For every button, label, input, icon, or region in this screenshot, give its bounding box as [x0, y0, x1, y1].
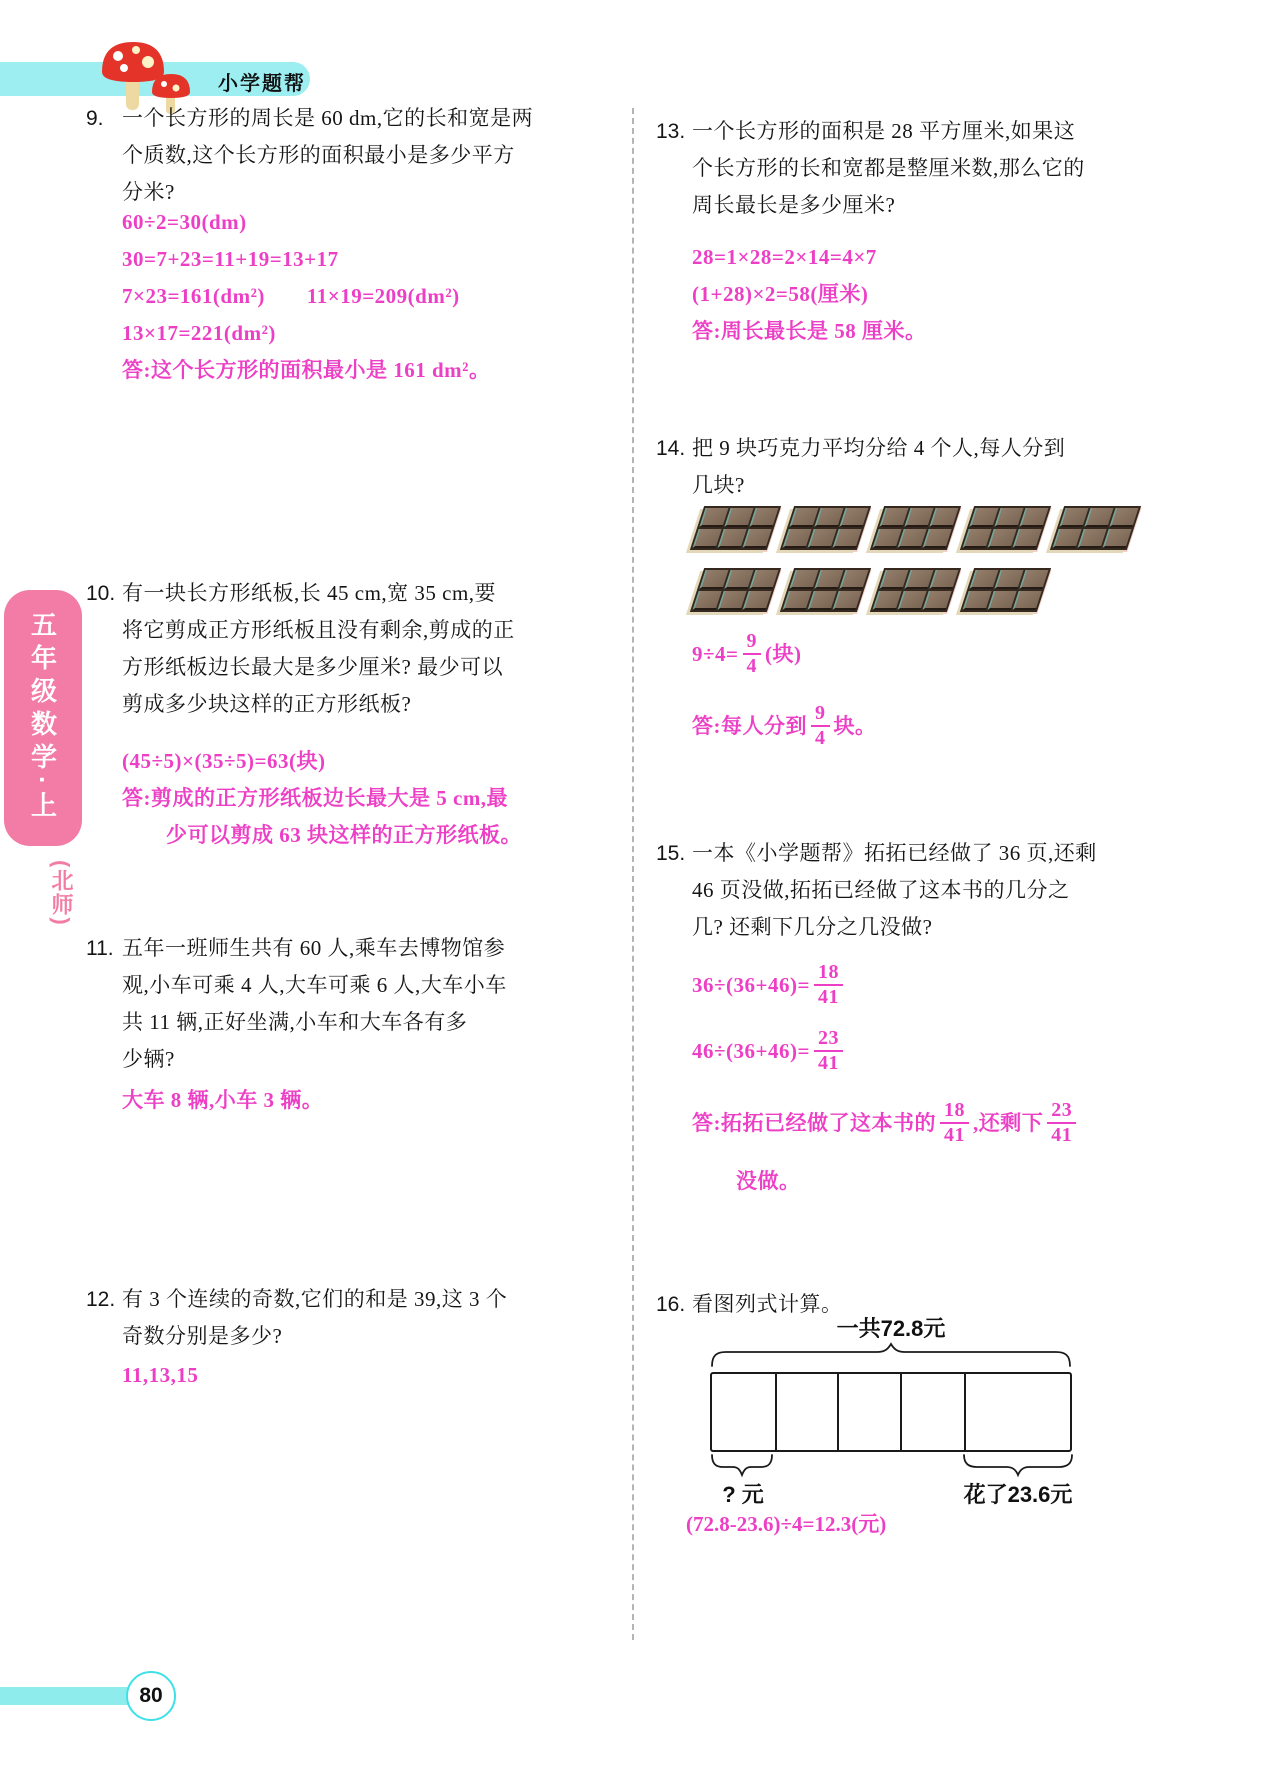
- problem-12-number: 12.: [86, 1288, 116, 1311]
- problem-9-text: 个质数,这个长方形的面积最小是多少平方: [122, 143, 515, 167]
- problem-16-number: 16.: [656, 1293, 686, 1316]
- problem-9-answer: 60÷2=30(dm): [122, 210, 247, 234]
- tape-question-brace: [710, 1454, 774, 1478]
- chocolate-bar: [690, 568, 781, 612]
- problem-9-text: 分米?: [122, 180, 175, 204]
- problem-15-answer: 46÷(36+46)= $\frac{23}{41}$: [692, 1023, 847, 1079]
- problem-14-answer: 9÷4= $\frac{9}{4}$ (块): [692, 630, 802, 677]
- sidebar-grade-tab: [4, 590, 82, 846]
- fraction: $\frac{23}{41}$: [1047, 1099, 1076, 1147]
- problem-10-number: 10.: [86, 582, 116, 605]
- problem-12-text: 有 3 个连续的奇数,它们的和是 39,这 3 个: [122, 1287, 508, 1311]
- problem-14-text: 几块?: [692, 473, 745, 497]
- problem-13-number: 13.: [656, 120, 686, 143]
- fraction: $\frac{9}{4}$: [811, 702, 830, 750]
- chocolate-bar: [960, 506, 1051, 550]
- problem-9-answer: 7×23=161(dm²) 11×19=209(dm²): [122, 284, 460, 308]
- problem-11-number: 11.: [86, 937, 114, 960]
- tape-divider: [837, 1374, 839, 1450]
- tape-diagram: [710, 1372, 1072, 1452]
- problem-12-text: 奇数分别是多少?: [122, 1324, 283, 1348]
- chocolate-row-2: [697, 568, 1044, 612]
- problem-13-answer: (1+28)×2=58(厘米): [692, 282, 869, 306]
- tape-spent-brace: [962, 1454, 1074, 1478]
- problem-15-reply: 没做。: [736, 1169, 801, 1193]
- problem-11-text: 五年一班师生共有 60 人,乘车去博物馆参: [122, 936, 506, 960]
- problem-13-text: 周长最长是多少厘米?: [692, 193, 896, 217]
- problem-15-text: 几? 还剩下几分之几没做?: [692, 915, 933, 939]
- fraction: $\frac{9}{4}$: [743, 630, 762, 678]
- problem-15-answer: 36÷(36+46)= $\frac{18}{41}$: [692, 957, 847, 1013]
- problem-10-text: 有一块长方形纸板,长 45 cm,宽 35 cm,要: [122, 581, 497, 605]
- tape-spent-label: 花了23.6元: [963, 1482, 1073, 1507]
- problem-11-reply: 大车 8 辆,小车 3 辆。: [122, 1088, 324, 1112]
- problem-11-text: 观,小车可乘 4 人,大车可乘 6 人,大车小车: [122, 973, 507, 997]
- problem-10-text: 方形纸板边长最大是多少厘米? 最少可以: [122, 655, 504, 679]
- problem-11-text: 少辆?: [122, 1047, 175, 1071]
- chocolate-bar: [870, 506, 961, 550]
- chocolate-row-1: [697, 506, 1134, 550]
- problem-9-text: 一个长方形的周长是 60 dm,它的长和宽是两: [122, 106, 534, 130]
- sidebar-grade-label: 五年级数学·上: [27, 611, 58, 825]
- page-number-badge: [126, 1671, 176, 1721]
- tape-divider: [900, 1374, 902, 1450]
- tape-divider: [775, 1374, 777, 1450]
- problem-9-answer: 13×17=221(dm²): [122, 321, 276, 345]
- problem-10-reply: 少可以剪成 63 块这样的正方形纸板。: [166, 823, 522, 847]
- problem-13-text: 一个长方形的面积是 28 平方厘米,如果这: [692, 119, 1076, 143]
- chocolate-bar: [960, 568, 1051, 612]
- chocolate-bar: [780, 506, 871, 550]
- chocolate-bar: [690, 506, 781, 550]
- problem-9-answer: 30=7+23=11+19=13+17: [122, 247, 339, 271]
- problem-15-text: 46 页没做,拓拓已经做了这本书的几分之: [692, 878, 1070, 902]
- problem-12-reply: 11,13,15: [122, 1363, 199, 1387]
- problem-16-answer: (72.8-23.6)÷4=12.3(元): [686, 1512, 887, 1536]
- problem-13-reply: 答:周长最长是 58 厘米。: [692, 319, 927, 343]
- footer-bar: [0, 1687, 128, 1705]
- problem-10-reply: 答:剪成的正方形纸板边长最大是 5 cm,最: [122, 786, 509, 810]
- fraction: $\frac{23}{41}$: [814, 1027, 843, 1075]
- chocolate-bar: [780, 568, 871, 612]
- problem-10-text: 将它剪成正方形纸板且没有剩余,剪成的正: [122, 618, 515, 642]
- problem-13-text: 个长方形的长和宽都是整厘米数,那么它的: [692, 156, 1085, 180]
- problem-15-reply: 答:拓拓已经做了这本书的 $\frac{18}{41}$ ,还剩下 $\frac{23}{41}$: [692, 1093, 1080, 1153]
- page-number: 80: [139, 1684, 163, 1707]
- problem-14-text: 把 9 块巧克力平均分给 4 个人,每人分到: [692, 436, 1066, 460]
- tape-question-label: ? 元: [722, 1482, 764, 1507]
- problem-9-number: 9.: [86, 107, 104, 130]
- problem-14-number: 14.: [656, 437, 686, 460]
- problem-15-text: 一本《小学题帮》拓拓已经做了 36 页,还剩: [692, 841, 1097, 865]
- tape-total-label: 一共72.8元: [836, 1316, 946, 1341]
- problem-9-reply: 答:这个长方形的面积最小是 161 dm²。: [122, 358, 491, 382]
- chocolate-bar: [1050, 506, 1141, 550]
- brand-title: 小学题帮: [218, 73, 306, 95]
- problem-15-number: 15.: [656, 842, 686, 865]
- problem-10-answer: (45÷5)×(35÷5)=63(块): [122, 749, 326, 773]
- problem-16-text: 看图列式计算。: [692, 1292, 843, 1316]
- problem-13-answer: 28=1×28=2×14=4×7: [692, 245, 877, 269]
- problem-14-reply: 答:每人分到 $\frac{9}{4}$ 块。: [692, 702, 877, 749]
- fraction: $\frac{18}{41}$: [814, 961, 843, 1009]
- tape-total-brace: [710, 1342, 1072, 1368]
- chocolate-bar: [870, 568, 961, 612]
- problem-10-text: 剪成多少块这样的正方形纸板?: [122, 692, 412, 716]
- fraction: $\frac{18}{41}$: [940, 1099, 969, 1147]
- tape-divider: [964, 1374, 966, 1450]
- column-divider: [632, 108, 634, 1640]
- problem-11-text: 共 11 辆,正好坐满,小车和大车各有多: [122, 1010, 468, 1034]
- sidebar-edition-label: (北师): [49, 860, 74, 927]
